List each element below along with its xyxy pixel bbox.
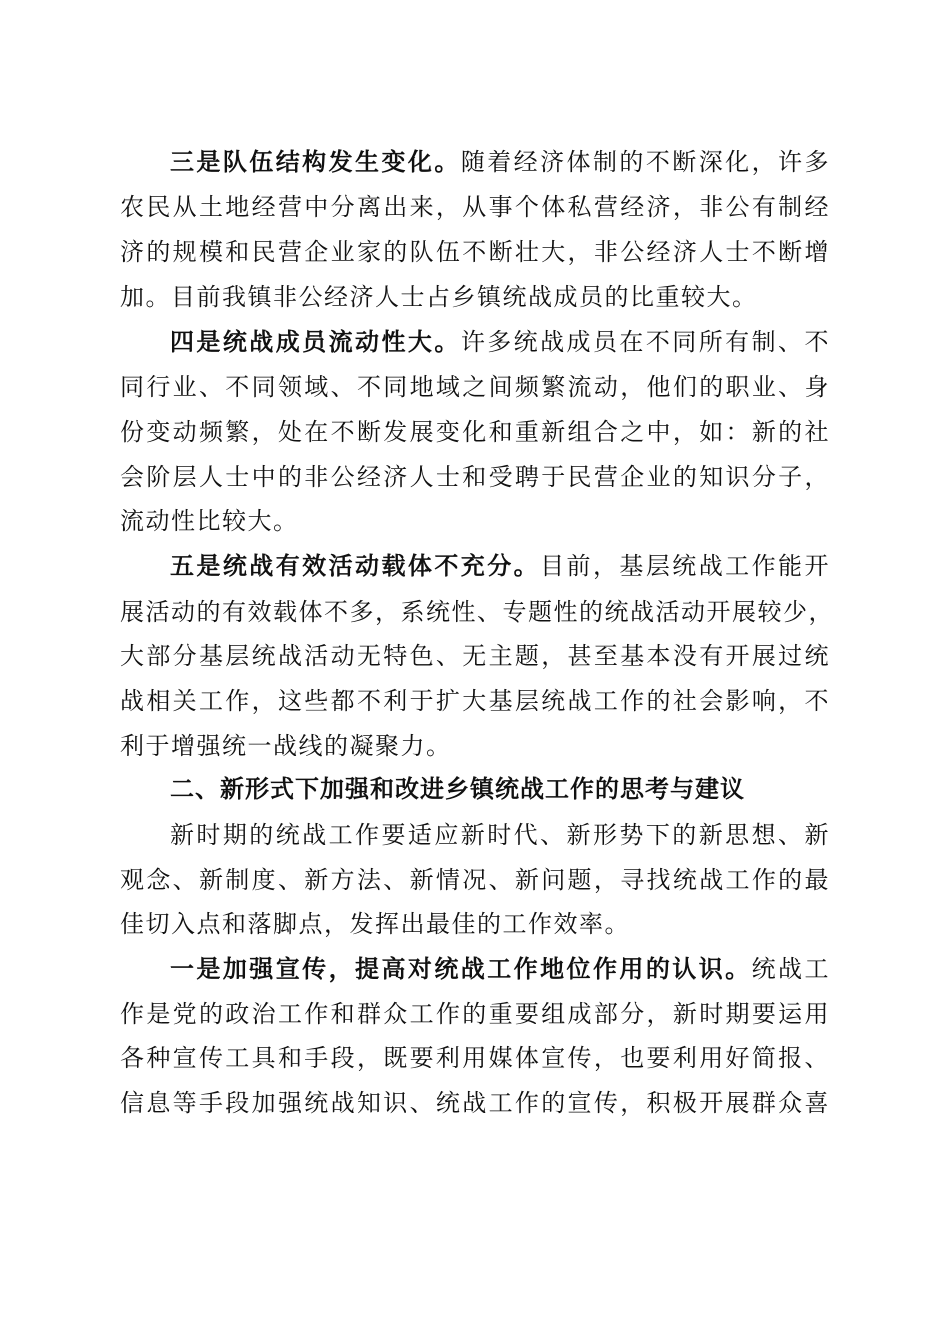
paragraph-line (170, 951, 830, 987)
paragraph-line: 佳切入点和落脚点，发挥出最佳的工作效率。 (120, 910, 630, 938)
paragraph-line: 流动性比较大。 (120, 507, 299, 535)
paragraph-line: 济的规模和民营企业家的队伍不断壮大，非公经济人士不断增 (120, 238, 830, 266)
paragraph-line: 信息等手段加强统战知识、统战工作的宣传，积极开展群众喜 (120, 1089, 830, 1117)
paragraph-line: 份变动频繁，处在不断发展变化和重新组合之中，如：新的社 (120, 418, 830, 446)
paragraph-line: 利于增强统一战线的凝聚力。 (120, 732, 452, 760)
section-heading: 二、新形式下加强和改进乡镇统战工作的思考与建议 (170, 774, 745, 803)
paragraph-line (170, 548, 830, 584)
paragraph-line: 新时期的统战工作要适应新时代、新形势下的新思想、新 (170, 821, 830, 849)
paragraph-line: 大部分基层统战活动无特色、无主题，甚至基本没有开展过统 (120, 642, 830, 670)
paragraph-line: 同行业、不同领域、不同地域之间频繁流动，他们的职业、身 (120, 373, 830, 401)
paragraph-line: 观念、新制度、新方法、新情况、新问题，寻找统战工作的最 (120, 866, 830, 894)
line-text: 随着经济体制的不断深化，许多 (460, 148, 830, 176)
paragraph-lead: 五是统战有效活动载体不充分。 (170, 551, 541, 580)
paragraph-line: 展活动的有效载体不多，系统性、专题性的统战活动开展较少， (120, 598, 834, 626)
paragraph-line: 各种宣传工具和手段，既要利用媒体宣传，也要利用好简报、 (120, 1044, 830, 1072)
paragraph-line: 会阶层人士中的非公经济人士和受聘于民营企业的知识分子， (120, 463, 830, 491)
line-text: 目前，基层统战工作能开 (540, 552, 830, 580)
paragraph-lead: 一是加强宣传，提高对统战工作地位作用的认识。 (170, 954, 752, 983)
line-text: 许多统战成员在不同所有制、不 (460, 328, 830, 356)
paragraph-line: 战相关工作，这些都不利于扩大基层统战工作的社会影响，不 (120, 687, 830, 715)
paragraph-line (170, 324, 830, 360)
paragraph-line: 农民从土地经营中分离出来，从事个体私营经济，非公有制经 (120, 193, 830, 221)
paragraph-line: 加。目前我镇非公经济人士占乡镇统战成员的比重较大。 (120, 283, 758, 311)
line-text: 统战工 (751, 955, 830, 983)
paragraph-lead: 四是统战成员流动性大。 (170, 327, 461, 356)
paragraph-lead: 三是队伍结构发生变化。 (170, 147, 461, 176)
paragraph-line (170, 144, 830, 180)
paragraph-line: 作是党的政治工作和群众工作的重要组成部分，新时期要运用 (120, 1000, 830, 1028)
